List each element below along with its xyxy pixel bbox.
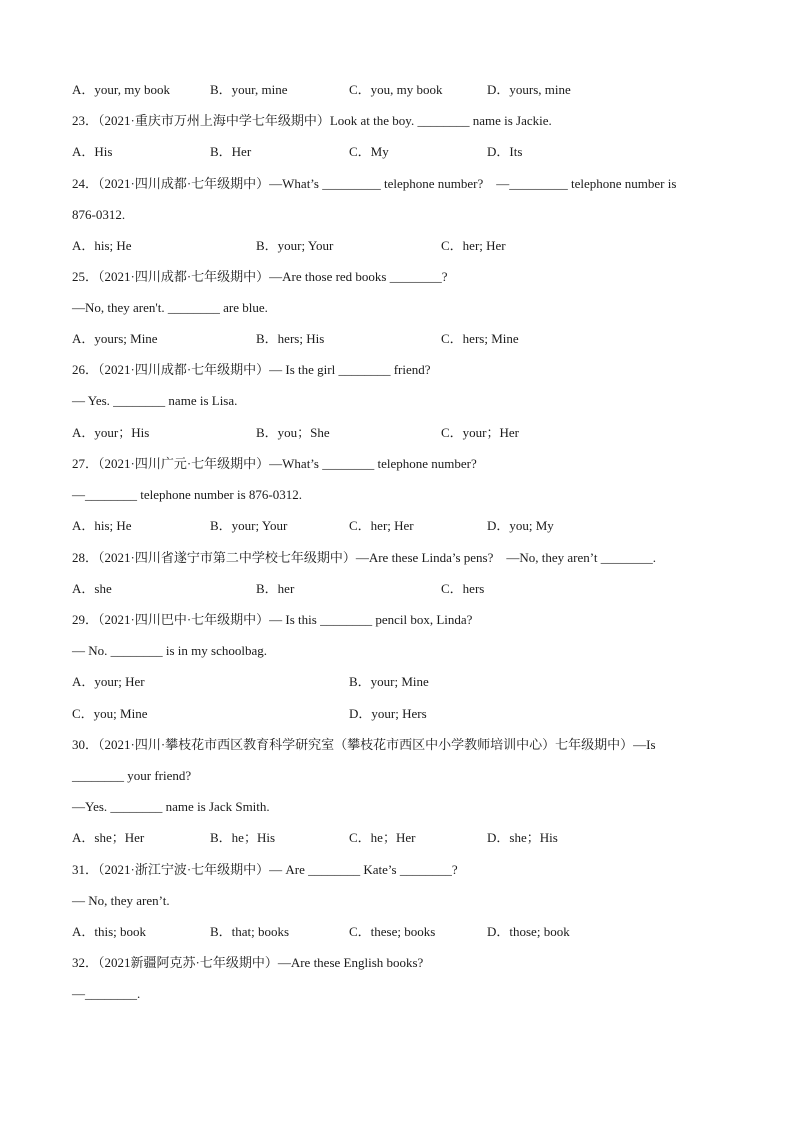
q28-option-c[interactable]: C．hers [441,581,485,596]
q28-stem: 28．（2021·四川省遂宁市第二中学校七年级期中）—Are these Linda’s pens? —No, they aren’t ________. [72,550,656,565]
q26-stem: 26．（2021·四川成都·七年级期中）— Is the girl ________ friend? [72,362,431,377]
q24-option-b[interactable]: B．your; Your [256,238,334,253]
q27-option-b[interactable]: B．your; Your [210,518,288,533]
q29-option-b[interactable]: B．your; Mine [349,674,429,689]
q26-stem-cont: — Yes. ________ name is Lisa. [72,393,238,408]
q25-stem: 25．（2021·四川成都·七年级期中）—Are those red books ________? [72,269,448,284]
q26-option-c[interactable]: C．your；Her [441,425,519,440]
q25-option-a[interactable]: A．yours; Mine [72,331,158,346]
q22-option-b[interactable]: B．your, mine [210,82,288,97]
q27-stem-cont: —________ telephone number is 876-0312. [72,487,302,502]
q24-option-c[interactable]: C．her; Her [441,238,506,253]
q29-stem-cont: — No. ________ is in my schoolbag. [72,643,267,658]
q30-option-d[interactable]: D．she；His [487,830,558,845]
q31-stem: 31．（2021·浙江宁波·七年级期中）— Are ________ Kate’s ________? [72,862,458,877]
q25-option-c[interactable]: C．hers; Mine [441,331,519,346]
q25-stem-cont: —No, they aren't. ________ are blue. [72,300,268,315]
q32-stem-cont: —________. [72,986,141,1001]
q31-option-d[interactable]: D．those; book [487,924,570,939]
q23-stem: 23．（2021·重庆市万州上海中学七年级期中）Look at the boy. ________ name is Jackie. [72,113,552,128]
q30-stem-cont: ________ your friend? [72,768,192,783]
q29-option-d[interactable]: D．your; Hers [349,706,427,721]
q23-option-a[interactable]: A．His [72,144,113,159]
q31-stem-cont: — No, they aren’t. [72,893,170,908]
q31-option-a[interactable]: A．this; book [72,924,147,939]
q29-option-a[interactable]: A．your; Her [72,674,145,689]
q30-option-c[interactable]: C．he；Her [349,830,416,845]
q27-option-c[interactable]: C．her; Her [349,518,414,533]
q22-option-c[interactable]: C．you, my book [349,82,443,97]
q29-stem: 29．（2021·四川巴中·七年级期中）— Is this ________ pencil box, Linda? [72,612,473,627]
q27-option-d[interactable]: D．you; My [487,518,554,533]
q23-option-c[interactable]: C．My [349,144,389,159]
q23-option-b[interactable]: B．Her [210,144,252,159]
q30-option-a[interactable]: A．she；Her [72,830,145,845]
q24-stem: 24．（2021·四川成都·七年级期中）—What’s _________ telephone number? —_________ telephone number is [72,176,677,191]
q30-stem: 30．（2021·四川·攀枝花市西区教育科学研究室（攀枝花市西区中小学教师培训中心）七年级期中）—Is [72,737,656,752]
q22-option-a[interactable]: A．your, my book [72,82,171,97]
q24-stem-cont: 876-0312. [72,207,126,222]
q31-option-c[interactable]: C．these; books [349,924,436,939]
q26-option-a[interactable]: A．your；His [72,425,150,440]
q27-stem: 27．（2021·四川广元·七年级期中）—What’s ________ telephone number? [72,456,477,471]
q30-stem-cont-2: —Yes. ________ name is Jack Smith. [72,799,270,814]
q32-stem: 32．（2021新疆阿克苏·七年级期中）—Are these English books? [72,955,424,970]
q30-option-b[interactable]: B．he；His [210,830,276,845]
q26-option-b[interactable]: B．you；She [256,425,330,440]
q28-option-a[interactable]: A．she [72,581,112,596]
q25-option-b[interactable]: B．hers; His [256,331,325,346]
q22-option-d[interactable]: D．yours, mine [487,82,571,97]
q23-option-d[interactable]: D．Its [487,144,523,159]
q24-option-a[interactable]: A．his; He [72,238,132,253]
q29-option-c[interactable]: C．you; Mine [72,706,148,721]
q28-option-b[interactable]: B．her [256,581,295,596]
q31-option-b[interactable]: B．that; books [210,924,290,939]
q27-option-a[interactable]: A．his; He [72,518,132,533]
